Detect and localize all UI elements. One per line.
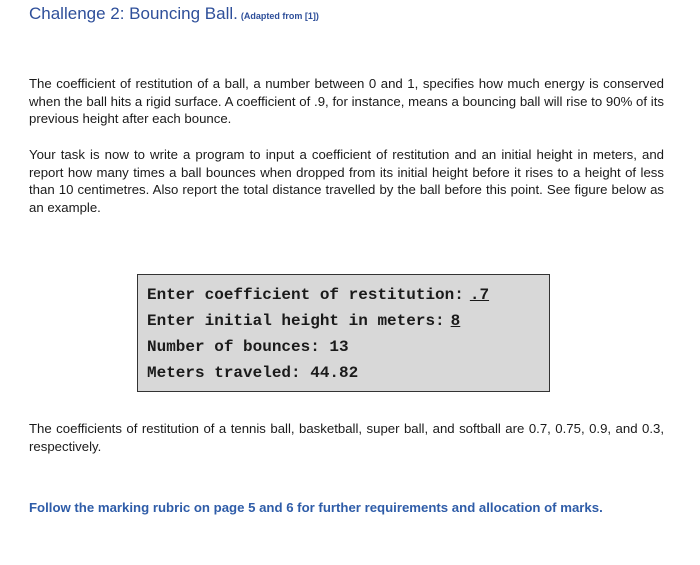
console-line-bounces: Number of bounces: 13	[147, 338, 349, 356]
example-console-output	[137, 274, 550, 392]
console-prompt-height: Enter initial height in meters:	[147, 312, 445, 330]
page-title	[29, 4, 319, 24]
console-line-height	[147, 308, 549, 334]
title-source-note: (Adapted from [1])	[240, 11, 319, 21]
console-line-distance: Meters traveled: 44.82	[147, 364, 359, 382]
paragraph-task-description: Your task is now to write a program to input a coefficient of restitution and an initial height in meters, and report how many times a ball bounces when dropped from its initial height before it rises to a height of less than 10 centimetres. Also report the total distance travelled by the ball before this point. See figure below as an example.	[29, 147, 664, 215]
console-prompt-coefficient: Enter coefficient of restitution:	[147, 286, 464, 304]
console-input-height: 8	[450, 312, 461, 330]
console-line-coefficient	[147, 282, 549, 308]
title-text: Challenge 2: Bouncing Ball.	[29, 4, 238, 23]
paragraph-ball-coefficients: The coefficients of restitution of a tennis ball, basketball, super ball, and softball are 0.7, 0.75, 0.9, and 0.3, respectively.	[29, 421, 664, 454]
marking-rubric-note: Follow the marking rubric on page 5 and 6 for further requirements and allocation of marks.	[29, 500, 603, 515]
console-input-coefficient: .7	[469, 286, 490, 304]
paragraph-restitution-definition: The coefficient of restitution of a ball, a number between 0 and 1, specifies how much energy is conserved when the ball hits a rigid surface. A coefficient of .9, for instance, means a bouncing ball will rise to 90% of its previous height after each bounce.	[29, 76, 664, 126]
